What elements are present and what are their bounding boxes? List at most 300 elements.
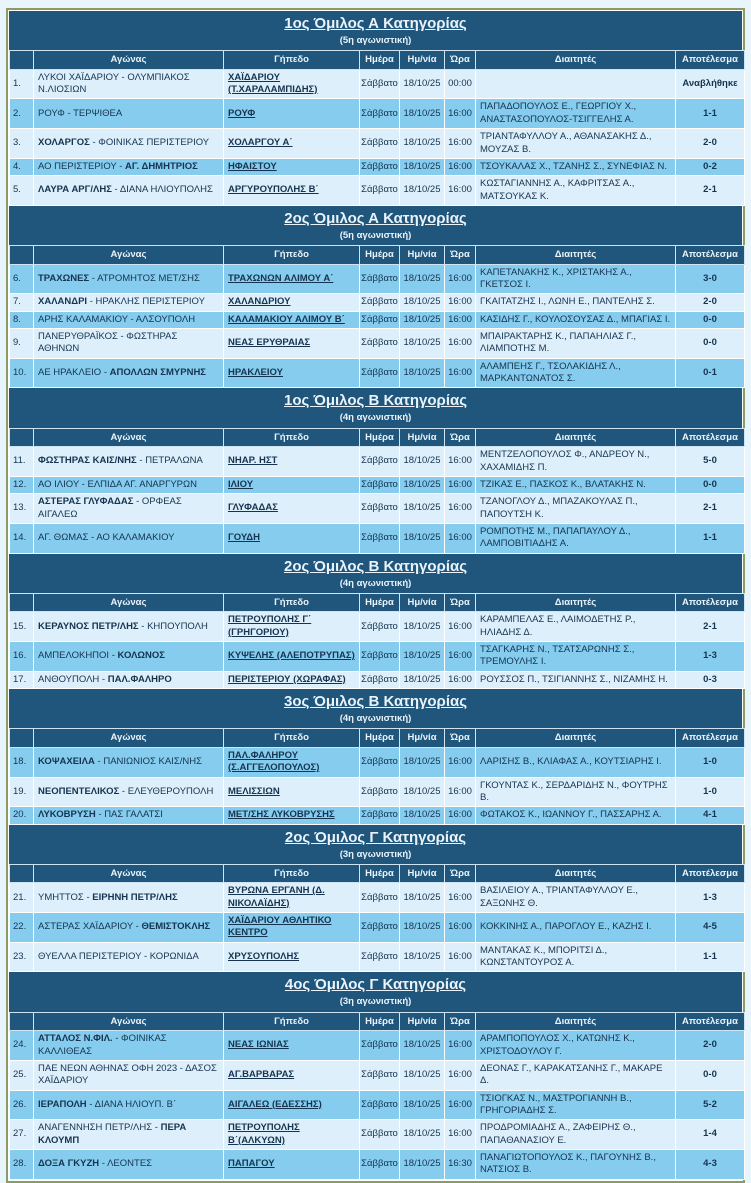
venue-link[interactable]: ΧΟΛΑΡΓΟΥ Α΄: [228, 137, 293, 149]
group-title-link[interactable]: 4ος Όμιλος Γ Κατηγορίας: [284, 976, 467, 994]
date-cell: 18/10/25: [400, 1060, 445, 1090]
time-cell: 16:00: [445, 1060, 476, 1090]
day-cell: Σάββατο: [360, 1031, 400, 1061]
venue-cell: [224, 1031, 360, 1061]
col-header-result: Αποτέλεσμα: [676, 729, 745, 747]
date-cell: 18/10/25: [400, 176, 445, 206]
match-number-cell: 14.: [10, 523, 34, 553]
col-header-match: Αγώνας: [34, 864, 224, 882]
venue-link[interactable]: ΑΓ.ΒΑΡΒΑΡΑΣ: [228, 1069, 295, 1081]
teams-separator: -: [87, 296, 96, 308]
venue-link[interactable]: ΓΛΥΦΑΔΑΣ: [228, 502, 278, 514]
referees-cell: ΒΑΣΙΛΕΙΟΥ Α., ΤΡΙΑΝΤΑΦΥΛΛΟΥ Ε., ΣΑΞΩΝΗΣ Θ.: [476, 883, 676, 913]
fixtures-table: [9, 245, 745, 388]
teams-separator: -: [94, 756, 104, 768]
date-cell: 18/10/25: [400, 1149, 445, 1179]
day-cell: Σάββατο: [360, 311, 400, 328]
col-header-date: Ημ/νία: [400, 1012, 445, 1030]
match-teams-cell: [34, 264, 224, 294]
match-number-cell: 11.: [10, 447, 34, 477]
group-matchday-label: (3η αγωνιστική): [339, 996, 412, 1008]
col-header-match: Αγώνας: [34, 593, 224, 611]
venue-cell: [224, 358, 360, 388]
teams-separator: -: [116, 160, 126, 172]
teams-separator: -: [152, 1122, 161, 1134]
referees-cell: ΤΣΑΓΚΑΡΗΣ Ν., ΤΣΑΤΣΑΡΩΝΗΣ Σ., ΤΡΕΜΟΥΛΗΣ Ι.: [476, 642, 676, 672]
time-cell: 16:00: [445, 671, 476, 688]
column-header-row: [10, 593, 745, 611]
match-number-cell: 24.: [10, 1031, 34, 1061]
match-number-cell: 15.: [10, 612, 34, 642]
away-team: ΚΟΛΩΝΟΣ: [117, 650, 165, 662]
away-team: ΠΕΤΡΑΛΩΝΑ: [145, 455, 203, 467]
day-cell: Σάββατο: [360, 642, 400, 672]
col-header-index: [10, 246, 34, 264]
venue-link[interactable]: ΜΕΤ/ΣΗΣ ΛΥΚΟΒΡΥΣΗΣ: [228, 809, 335, 821]
venue-link[interactable]: ΑΙΓΑΛΕΩ (ΕΔΕΣΣΗΣ): [228, 1098, 322, 1110]
col-header-venue: Γήπεδο: [224, 593, 360, 611]
col-header-index: [10, 729, 34, 747]
group-title-link[interactable]: 1ος Όμιλος Α Κατηγορίας: [284, 15, 467, 32]
match-number-cell: 8.: [10, 311, 34, 328]
result-cell: 5-0: [676, 447, 745, 477]
col-header-index: [10, 864, 34, 882]
time-cell: 16:00: [445, 1090, 476, 1120]
table-row: [10, 294, 745, 311]
group-header-band: [9, 972, 742, 1011]
teams-separator: -: [133, 921, 142, 933]
venue-cell: [224, 476, 360, 493]
venue-link[interactable]: ΚΥΨΕΛΗΣ (ΑΛΕΠΟΤΡΥΠΑΣ): [228, 650, 355, 662]
teams-separator: -: [112, 1033, 122, 1045]
col-header-match: Αγώνας: [34, 246, 224, 264]
time-cell: 16:00: [445, 747, 476, 777]
referees-cell: ΛΑΡΙΣΗΣ Β., ΚΛΙΑΦΑΣ Α., ΚΟΥΤΣΙΑΡΗΣ Ι.: [476, 747, 676, 777]
home-team: ΔΟΞΑ ΓΚΥΖΗ: [38, 1158, 100, 1170]
group-title-link[interactable]: 2ος Όμιλος Α Κατηγορίας: [284, 209, 467, 227]
venue-link[interactable]: ΠΑΛ.ΦΑΛΗΡΟΥ (Σ.ΑΓΓΕΛΟΠΟΥΛΟΣ): [228, 749, 320, 774]
teams-separator: -: [117, 331, 127, 343]
day-cell: Σάββατο: [360, 942, 400, 972]
time-cell: 16:00: [445, 476, 476, 493]
col-header-referees: Διαιτητές: [476, 428, 676, 446]
match-teams-cell: [34, 642, 224, 672]
referees-cell: ΤΣΙΟΓΚΑΣ Ν., ΜΑΣΤΡΟΓΙΑΝΝΗ Β., ΓΡΗΓΟΡΙΑΔΗΣ Σ.: [476, 1090, 676, 1120]
group-matchday-label: (5η αγωνιστική): [339, 229, 412, 241]
date-cell: 18/10/25: [400, 294, 445, 311]
match-number-cell: 20.: [10, 807, 34, 824]
venue-cell: [224, 99, 360, 129]
away-team: ΚΟΡΩΝΙΔΑ: [149, 950, 199, 962]
table-row: [10, 807, 745, 824]
day-cell: Σάββατο: [360, 807, 400, 824]
referees-cell: ΜΑΝΤΑΚΑΣ Κ., ΜΠΟΡΙΤΣΙ Δ., ΚΩΝΣΤΑΝΤΟΥΡΟΣ Α.: [476, 942, 676, 972]
result-cell: 1-0: [676, 747, 745, 777]
time-cell: 16:00: [445, 913, 476, 943]
referees-cell: ΚΑΠΕΤΑΝΑΚΗΣ Κ., ΧΡΙΣΤΑΚΗΣ Α., ΓΚΕΤΣΟΣ Ι.: [476, 264, 676, 294]
referees-cell: ΤΣΟΥΚΑΛΑΣ Χ., ΤΖΑΝΗΣ Σ., ΣΥΝΕΦΙΑΣ Ν.: [476, 158, 676, 175]
referees-cell: ΤΖΑΝΟΓΛΟΥ Δ., ΜΠΑΖΑΚΟΥΛΑΣ Π., ΠΑΠΟΥΤΣΗ Κ.: [476, 494, 676, 524]
away-team: ΗΡΑΚΛΗΣ ΠΕΡΙΣΤΕΡΙΟΥ: [95, 296, 205, 308]
time-cell: 16:00: [445, 358, 476, 388]
home-team: ΚΟΨΑΧΕΙΛΑ: [38, 756, 95, 768]
home-team: ΛΥΚΟΙ ΧΑΪΔΑΡΙΟΥ: [38, 71, 119, 83]
date-cell: 18/10/25: [400, 129, 445, 159]
day-cell: Σάββατο: [360, 476, 400, 493]
time-cell: 16:00: [445, 158, 476, 175]
venue-cell: [224, 311, 360, 328]
home-team: ΙΕΡΑΠΟΛΗ: [38, 1098, 87, 1110]
col-header-venue: Γήπεδο: [224, 864, 360, 882]
day-cell: Σάββατο: [360, 1149, 400, 1179]
home-team: ΤΡΑΧΩΝΕΣ: [38, 272, 90, 284]
day-cell: Σάββατο: [360, 447, 400, 477]
date-cell: 18/10/25: [400, 671, 445, 688]
referees-cell: ΑΛΑΜΠΕΗΣ Γ., ΤΣΟΛΑΚΙΔΗΣ Λ., ΜΑΡΚΑΝΤΩΝΑΤΟΣ Σ.: [476, 358, 676, 388]
table-row: [10, 358, 745, 388]
teams-separator: -: [79, 478, 88, 490]
group-title-link[interactable]: 2ος Όμιλος Β Κατηγορίας: [283, 557, 468, 575]
date-cell: 18/10/25: [400, 99, 445, 129]
away-team: ΠΑΝΙΩΝΙΟΣ ΚΑΙΣ/ΝΗΣ: [103, 756, 202, 768]
referees-cell: ΚΩΣΤΑΓΙΑΝΝΗΣ Α., ΚΑΦΡΙΤΣΑΣ Α., ΜΑΤΣΟΥΚΑΣ Κ.: [476, 176, 676, 206]
venue-link[interactable]: ΜΕΛΙΣΣΙΩΝ: [228, 785, 280, 797]
table-row: [10, 158, 745, 175]
col-header-day: Ημέρα: [360, 428, 400, 446]
time-cell: 16:00: [445, 777, 476, 807]
date-cell: 18/10/25: [400, 883, 445, 913]
col-header-referees: Διαιτητές: [476, 593, 676, 611]
match-number-cell: 10.: [10, 358, 34, 388]
date-cell: 18/10/25: [400, 69, 445, 99]
match-number-cell: 17.: [10, 671, 34, 688]
time-cell: 16:30: [445, 1149, 476, 1179]
date-cell: 18/10/25: [400, 494, 445, 524]
table-row: [10, 913, 745, 943]
referees-cell: ΚΑΡΑΜΠΕΛΑΣ Ε., ΛΑΙΜΟΔΕΤΗΣ Ρ., ΗΛΙΑΔΗΣ Δ.: [476, 612, 676, 642]
venue-cell: [224, 807, 360, 824]
date-cell: 18/10/25: [400, 642, 445, 672]
day-cell: Σάββατο: [360, 913, 400, 943]
away-team: ΛΕΟΝΤΕΣ: [107, 1158, 153, 1170]
col-header-time: Ώρα: [445, 729, 476, 747]
away-team: ΔΙΑΝΑ ΗΛΙΟΥΠΟΛΗΣ: [119, 184, 213, 196]
home-team: ΝΕΟΠΕΝΤΕΛΙΚΟΣ: [38, 785, 120, 797]
venue-cell: [224, 264, 360, 294]
col-header-time: Ώρα: [445, 593, 476, 611]
venue-cell: [224, 913, 360, 943]
col-header-referees: Διαιτητές: [476, 1012, 676, 1030]
teams-separator: -: [127, 313, 136, 325]
col-header-date: Ημ/νία: [400, 864, 445, 882]
match-number-cell: 2.: [10, 99, 34, 129]
match-teams-cell: [34, 99, 224, 129]
day-cell: Σάββατο: [360, 671, 400, 688]
result-cell: 4-1: [676, 807, 745, 824]
time-cell: 16:00: [445, 129, 476, 159]
col-header-match: Αγώνας: [34, 51, 224, 69]
time-cell: 16:00: [445, 1120, 476, 1150]
referees-cell: ΓΚΟΥΝΤΑΣ Κ., ΣΕΡΔΑΡΙΔΗΣ Ν., ΦΟΥΤΡΗΣ Β.: [476, 777, 676, 807]
result-cell: 1-1: [676, 99, 745, 129]
time-cell: 16:00: [445, 176, 476, 206]
match-teams-cell: [34, 358, 224, 388]
date-cell: 18/10/25: [400, 913, 445, 943]
date-cell: 18/10/25: [400, 158, 445, 175]
venue-cell: [224, 294, 360, 311]
venue-link[interactable]: ΠΕΤΡΟΥΠΟΛΗΣ Β΄(ΑΛΚΥΩΝ): [228, 1122, 300, 1146]
col-header-time: Ώρα: [445, 1012, 476, 1030]
group-header-band: [9, 206, 742, 245]
home-team: ΘΥΕΛΛΑ ΠΕΡΙΣΤΕΡΙΟΥ: [38, 950, 142, 962]
venue-link[interactable]: ΗΦΑΙΣΤΟΥ: [228, 160, 277, 172]
col-header-referees: Διαιτητές: [476, 864, 676, 882]
group-title-link[interactable]: 1ος Όμιλος Β Κατηγορίας: [283, 392, 468, 410]
venue-link[interactable]: ΓΟΥΔΗ: [228, 532, 260, 544]
time-cell: 16:00: [445, 942, 476, 972]
table-row: [10, 883, 745, 913]
col-header-day: Ημέρα: [360, 246, 400, 264]
day-cell: Σάββατο: [360, 883, 400, 913]
match-teams-cell: [34, 1149, 224, 1179]
venue-cell: [224, 447, 360, 477]
referees-cell: [476, 69, 676, 99]
home-team: ΑΕ ΗΡΑΚΛΕΙΟ: [38, 366, 102, 378]
result-cell: 1-3: [676, 883, 745, 913]
teams-separator: -: [86, 1098, 95, 1110]
col-header-date: Ημ/νία: [400, 729, 445, 747]
home-team: ΚΕΡΑΥΝΟΣ ΠΕΤΡ/ΛΗΣ: [38, 620, 139, 632]
col-header-match: Αγώνας: [34, 1012, 224, 1030]
venue-link[interactable]: ΧΡΥΣΟΥΠΟΛΗΣ: [228, 950, 300, 962]
venue-cell: [224, 69, 360, 99]
day-cell: Σάββατο: [360, 777, 400, 807]
home-team: ΦΩΣΤΗΡΑΣ ΚΑΙΣ/ΝΗΣ: [38, 455, 137, 467]
home-team: ΑΤΤΑΛΟΣ Ν.ΦΙΛ.: [38, 1033, 113, 1045]
match-teams-cell: [34, 129, 224, 159]
time-cell: 16:00: [445, 807, 476, 824]
col-header-day: Ημέρα: [360, 864, 400, 882]
away-team: ΦΩΣΤΗΡΑΣ ΑΘΗΝΩΝ: [38, 331, 178, 355]
away-team: ΦΟΙΝΙΚΑΣ ΚΑΛΛΙΘΕΑΣ: [38, 1033, 167, 1057]
teams-separator: -: [133, 496, 142, 508]
venue-cell: [224, 747, 360, 777]
col-header-match: Αγώνας: [34, 428, 224, 446]
referees-cell: ΠΑΝΑΓΙΩΤΟΠΟΥΛΟΣ Κ., ΠΑΓΟΥΝΗΣ Β., ΝΑΤΣΙΟΣ Β.: [476, 1149, 676, 1179]
time-cell: 16:00: [445, 294, 476, 311]
referees-cell: ΚΟΚΚΙΝΗΣ Α., ΠΑΡΟΓΛΟΥ Ε., ΚΑΖΗΣ Ι.: [476, 913, 676, 943]
venue-link[interactable]: ΠΕΡΙΣΤΕΡΙΟΥ (ΧΩΡΑΦΑΣ): [228, 673, 346, 685]
away-team: ΑΠΟΛΛΩΝ ΣΜΥΡΝΗΣ: [109, 366, 207, 378]
date-cell: 18/10/25: [400, 476, 445, 493]
venue-cell: [224, 1090, 360, 1120]
match-teams-cell: [34, 1120, 224, 1150]
time-cell: 16:00: [445, 447, 476, 477]
result-cell: 2-0: [676, 1031, 745, 1061]
result-cell: 0-0: [676, 1060, 745, 1090]
col-header-result: Αποτέλεσμα: [676, 593, 745, 611]
match-teams-cell: [34, 1090, 224, 1120]
venue-link[interactable]: ΡΟΥΦ: [228, 107, 256, 119]
home-team: ΡΟΥΦ: [38, 107, 65, 119]
match-number-cell: 6.: [10, 264, 34, 294]
teams-separator: -: [89, 272, 98, 284]
teams-separator: -: [138, 620, 148, 632]
teams-separator: -: [88, 532, 97, 544]
day-cell: Σάββατο: [360, 158, 400, 175]
referees-cell: ΠΡΟΔΡΟΜΙΑΔΗΣ Α., ΖΑΦΕΙΡΗΣ Θ., ΠΑΠΑΘΑΝΑΣΙΟΥ Ε.: [476, 1120, 676, 1150]
col-header-date: Ημ/νία: [400, 593, 445, 611]
venue-link[interactable]: ΝΕΑΣ ΙΩΝΙΑΣ: [228, 1039, 289, 1051]
table-row: [10, 311, 745, 328]
group-matchday-label: (4η αγωνιστική): [339, 412, 412, 424]
match-teams-cell: [34, 942, 224, 972]
day-cell: Σάββατο: [360, 176, 400, 206]
venue-link[interactable]: ΙΛΙΟΥ: [228, 478, 254, 490]
match-teams-cell: [34, 913, 224, 943]
date-cell: 18/10/25: [400, 447, 445, 477]
fixtures-page: [6, 8, 745, 1183]
time-cell: 16:00: [445, 523, 476, 553]
table-row: [10, 1149, 745, 1179]
match-number-cell: 12.: [10, 476, 34, 493]
result-cell: 1-1: [676, 942, 745, 972]
group-matchday-label: (4η αγωνιστική): [339, 577, 412, 589]
col-header-date: Ημ/νία: [400, 428, 445, 446]
home-team: ΑΣΤΕΡΑΣ ΧΑΪΔΑΡΙΟΥ: [38, 921, 134, 933]
venue-link[interactable]: ΝΗΑΡ. ΗΣΤ: [228, 455, 278, 467]
result-cell: 2-1: [676, 612, 745, 642]
match-number-cell: 3.: [10, 129, 34, 159]
day-cell: Σάββατο: [360, 747, 400, 777]
day-cell: Σάββατο: [360, 1060, 400, 1090]
fixtures-table: [9, 428, 745, 554]
home-team: ΑΟ ΠΕΡΙΣΤΕΡΙΟΥ: [38, 160, 117, 172]
venue-link[interactable]: ΧΑΪΔΑΡΙΟΥ (Τ.ΧΑΡΑΛΑΜΠΙΔΗΣ): [228, 71, 318, 96]
venue-cell: [224, 612, 360, 642]
match-number-cell: 7.: [10, 294, 34, 311]
col-header-match: Αγώνας: [34, 729, 224, 747]
table-row: [10, 494, 745, 524]
result-cell: 3-0: [676, 264, 745, 294]
day-cell: Σάββατο: [360, 294, 400, 311]
teams-separator: -: [118, 71, 128, 83]
time-cell: 16:00: [445, 642, 476, 672]
match-teams-cell: [34, 612, 224, 642]
venue-cell: [224, 883, 360, 913]
venue-cell: [224, 329, 360, 359]
venue-cell: [224, 777, 360, 807]
venue-link[interactable]: ΒΥΡΩΝΑ ΕΡΓΑΝΗ (Δ. ΝΙΚΟΛΑΪΔΗΣ): [228, 885, 325, 909]
date-cell: 18/10/25: [400, 329, 445, 359]
table-row: [10, 476, 745, 493]
column-header-row: [10, 864, 745, 882]
group-title-link[interactable]: 2ος Όμιλος Γ Κατηγορίας: [284, 828, 467, 846]
column-header-row: [10, 428, 745, 446]
table-row: [10, 671, 745, 688]
venue-link[interactable]: ΤΡΑΧΩΝΩΝ ΑΛΙΜΟΥ Α΄: [228, 272, 334, 284]
fixtures-table: [9, 593, 745, 689]
col-header-referees: Διαιτητές: [476, 246, 676, 264]
result-cell: 1-0: [676, 777, 745, 807]
match-number-cell: 1.: [10, 69, 34, 99]
col-header-venue: Γήπεδο: [224, 246, 360, 264]
venue-link[interactable]: ΑΡΓΥΡΟΥΠΟΛΗΣ Β΄: [228, 184, 319, 196]
table-row: [10, 264, 745, 294]
result-cell: 0-1: [676, 358, 745, 388]
venue-link[interactable]: ΠΑΠΑΓΟΥ: [228, 1158, 275, 1170]
referees-cell: ΜΕΝΤΖΕΛΟΠΟΥΛΟΣ Φ., ΑΝΔΡΕΟΥ Ν., ΧΑΧΑΜΙΔΗΣ Π.: [476, 447, 676, 477]
group-header-band: [9, 554, 742, 593]
time-cell: 00:00: [445, 69, 476, 99]
col-header-venue: Γήπεδο: [224, 729, 360, 747]
result-cell: 1-3: [676, 642, 745, 672]
home-team: ΛΥΚΟΒΡΥΣΗ: [38, 809, 96, 821]
fixtures-table: [9, 864, 745, 972]
match-teams-cell: [34, 777, 224, 807]
table-row: [10, 747, 745, 777]
referees-cell: ΓΚΑΙΤΑΤΖΗΣ Ι., ΛΩΝΗ Ε., ΠΑΝΤΕΛΗΣ Σ.: [476, 294, 676, 311]
teams-separator: -: [109, 650, 118, 662]
column-header-row: [10, 1012, 745, 1030]
match-number-cell: 23.: [10, 942, 34, 972]
result-cell: 0-3: [676, 671, 745, 688]
away-team: ΑΟ ΚΑΛΑΜΑΚΙΟΥ: [96, 532, 175, 544]
col-header-day: Ημέρα: [360, 51, 400, 69]
group-matchday-label: (3η αγωνιστική): [339, 848, 412, 860]
match-number-cell: 19.: [10, 777, 34, 807]
venue-cell: [224, 642, 360, 672]
group-matchday-label: (5η αγωνιστική): [339, 35, 412, 46]
match-teams-cell: [34, 176, 224, 206]
date-cell: 18/10/25: [400, 311, 445, 328]
col-header-time: Ώρα: [445, 246, 476, 264]
col-header-day: Ημέρα: [360, 729, 400, 747]
venue-cell: [224, 129, 360, 159]
time-cell: 16:00: [445, 883, 476, 913]
day-cell: Σάββατο: [360, 1120, 400, 1150]
match-teams-cell: [34, 807, 224, 824]
venue-link[interactable]: ΚΑΛΑΜΑΚΙΟΥ ΑΛΙΜΟΥ Β΄: [228, 313, 345, 325]
venue-cell: [224, 494, 360, 524]
venue-link[interactable]: ΧΑΪΔΑΡΙΟΥ ΑΘΛΗΤΙΚΟ ΚΕΝΤΡΟ: [228, 915, 332, 939]
venue-link[interactable]: ΗΡΑΚΛΕΙΟΥ: [228, 366, 283, 378]
referees-cell: ΦΩΤΑΚΟΣ Κ., ΙΩΑΝΝΟΥ Γ., ΠΑΣΣΑΡΗΣ Α.: [476, 807, 676, 824]
match-number-cell: 26.: [10, 1090, 34, 1120]
venue-cell: [224, 523, 360, 553]
group-title-link[interactable]: 3ος Όμιλος Β Κατηγορίας: [283, 693, 468, 711]
day-cell: Σάββατο: [360, 264, 400, 294]
date-cell: 18/10/25: [400, 942, 445, 972]
date-cell: 18/10/25: [400, 1120, 445, 1150]
away-team: ΘΕΜΙΣΤΟΚΛΗΣ: [141, 921, 211, 933]
venue-link[interactable]: ΝΕΑΣ ΕΡΥΘΡΑΙΑΣ: [228, 337, 311, 349]
home-team: ΑΝΘΟΥΠΟΛΗ: [38, 673, 100, 685]
table-row: [10, 99, 745, 129]
match-teams-cell: [34, 671, 224, 688]
venue-link[interactable]: ΧΑΛΑΝΔΡΙΟΥ: [228, 296, 291, 308]
venue-link[interactable]: ΠΕΤΡΟΥΠΟΛΗΣ Γ΄ (ΓΡΗΓΟΡΙΟΥ): [228, 614, 312, 638]
result-cell: 1-4: [676, 1120, 745, 1150]
day-cell: Σάββατο: [360, 523, 400, 553]
result-cell: 2-0: [676, 129, 745, 159]
home-team: ΠΑΕ ΝΕΩΝ ΑΘΗΝΑΣ ΟΦΗ 2023: [38, 1062, 178, 1074]
date-cell: 18/10/25: [400, 1031, 445, 1061]
table-row: [10, 129, 745, 159]
teams-separator: -: [136, 455, 146, 467]
match-number-cell: 25.: [10, 1060, 34, 1090]
match-teams-cell: [34, 294, 224, 311]
